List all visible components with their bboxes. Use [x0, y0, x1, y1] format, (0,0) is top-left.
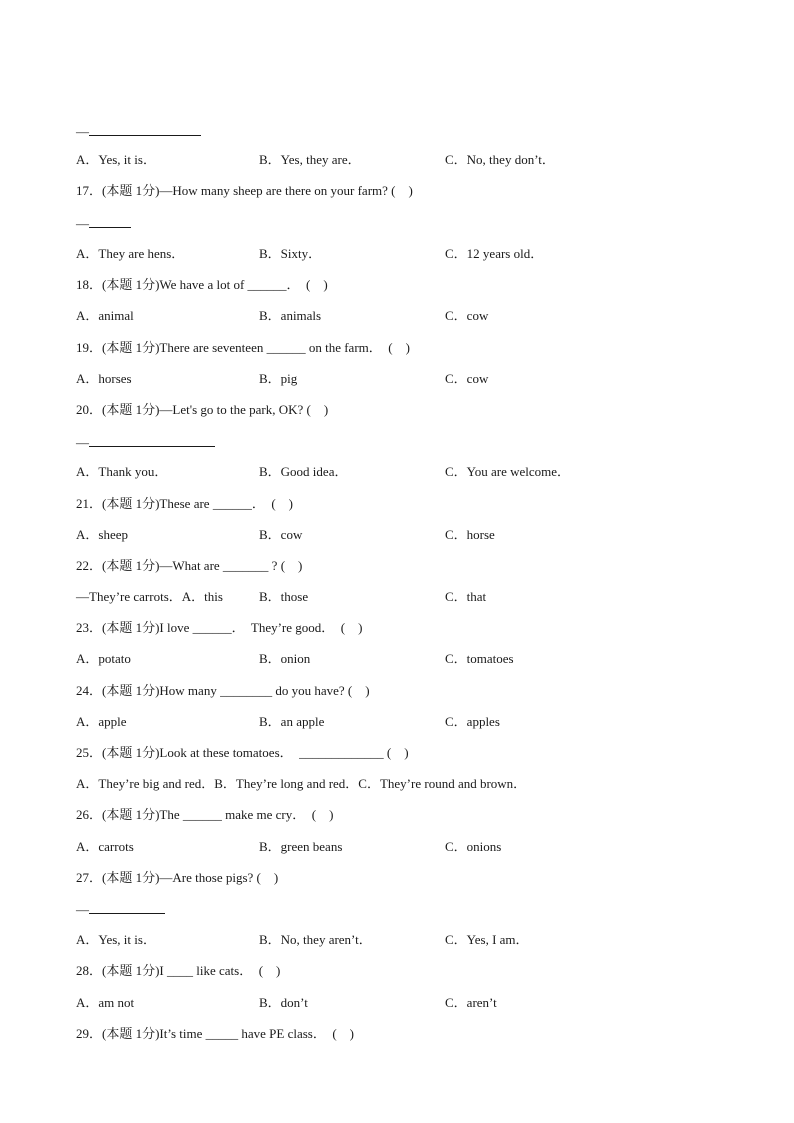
q23-stem: 23．(本题 1分)I love ______． They’re good． ( ) [76, 620, 363, 635]
q17-option-c[interactable]: C．12 years old． [445, 246, 544, 261]
answer-blank [89, 123, 201, 136]
q21-option-c[interactable]: C．horse [445, 527, 495, 542]
q22-option-a[interactable]: —They’re carrots．A．this [76, 589, 223, 604]
q18-option-c[interactable]: C．cow [445, 308, 489, 323]
q22-option-c[interactable]: C．that [445, 589, 487, 604]
dash: — [76, 902, 89, 917]
q19-option-a[interactable]: A．horses [76, 371, 132, 386]
q27-option-a[interactable]: A．Yes, it is． [76, 932, 156, 947]
q23-option-a[interactable]: A．potato [76, 651, 131, 666]
q29-stem: 29．(本题 1分)It’s time _____ have PE class． ( ) [76, 1026, 355, 1041]
q18-option-b[interactable]: B．animals [259, 308, 322, 323]
q25-options[interactable]: A．They’re big and red．B．They’re long and red．C．They’re round and brown． [76, 776, 527, 791]
q17-stem: 17．(本题 1分)—How many sheep are there on your farm? ( ) [76, 183, 413, 198]
q24-stem: 24．(本题 1分)How many ________ do you have? ( ) [76, 683, 370, 698]
q24-option-a[interactable]: A．apple [76, 714, 127, 729]
answer-blank [89, 215, 131, 228]
q16-option-c[interactable]: C．No, they don’t． [445, 152, 555, 167]
q24-option-b[interactable]: B．an apple [259, 714, 325, 729]
q25-stem: 25．(本题 1分)Look at these tomatoes． _____________ ( ) [76, 745, 409, 760]
q26-option-c[interactable]: C．onions [445, 839, 502, 854]
answer-blank [89, 901, 165, 914]
answer-blank [89, 434, 215, 447]
q17-answer-line [76, 215, 131, 232]
q28-option-b[interactable]: B．don’t [259, 995, 308, 1010]
q18-option-a[interactable]: A．animal [76, 308, 134, 323]
q16-option-b[interactable]: B．Yes, they are． [259, 152, 361, 167]
q22-option-b[interactable]: B．those [259, 589, 309, 604]
q22-stem: 22．(本题 1分)—What are _______ ? ( ) [76, 558, 303, 573]
q18-stem: 18．(本题 1分)We have a lot of ______． ( ) [76, 277, 328, 292]
q27-option-c[interactable]: C．Yes, I am． [445, 932, 529, 947]
q20-option-a[interactable]: A．Thank you． [76, 464, 168, 479]
q16-answer-line [76, 123, 201, 140]
q20-answer-line [76, 434, 215, 451]
q23-option-c[interactable]: C．tomatoes [445, 651, 514, 666]
q19-option-c[interactable]: C．cow [445, 371, 489, 386]
q27-stem: 27．(本题 1分)—Are those pigs? ( ) [76, 870, 279, 885]
q21-option-b[interactable]: B．cow [259, 527, 303, 542]
q28-option-c[interactable]: C．aren’t [445, 995, 497, 1010]
dash: — [76, 435, 89, 450]
q20-stem: 20．(本题 1分)—Let's go to the park, OK? ( ) [76, 402, 329, 417]
q26-option-a[interactable]: A．carrots [76, 839, 134, 854]
q19-stem: 19．(本题 1分)There are seventeen ______ on the farm． ( ) [76, 340, 410, 355]
q27-option-b[interactable]: B．No, they aren’t． [259, 932, 372, 947]
q24-option-c[interactable]: C．apples [445, 714, 500, 729]
q20-option-b[interactable]: B．Good idea． [259, 464, 348, 479]
q26-option-b[interactable]: B．green beans [259, 839, 343, 854]
q17-option-b[interactable]: B．Sixty． [259, 246, 322, 261]
q28-stem: 28．(本题 1分)I ____ like cats． ( ) [76, 963, 281, 978]
dash: — [76, 124, 89, 139]
q27-answer-line [76, 901, 165, 918]
q16-option-a[interactable]: A．Yes, it is． [76, 152, 156, 167]
q26-stem: 26．(本题 1分)The ______ make me cry． ( ) [76, 807, 334, 822]
q23-option-b[interactable]: B．onion [259, 651, 311, 666]
q21-option-a[interactable]: A．sheep [76, 527, 128, 542]
dash: — [76, 216, 89, 231]
q28-option-a[interactable]: A．am not [76, 995, 135, 1010]
q21-stem: 21．(本题 1分)These are ______． ( ) [76, 496, 293, 511]
q20-option-c[interactable]: C．You are welcome． [445, 464, 571, 479]
q17-option-a[interactable]: A．They are hens． [76, 246, 185, 261]
q19-option-b[interactable]: B．pig [259, 371, 298, 386]
